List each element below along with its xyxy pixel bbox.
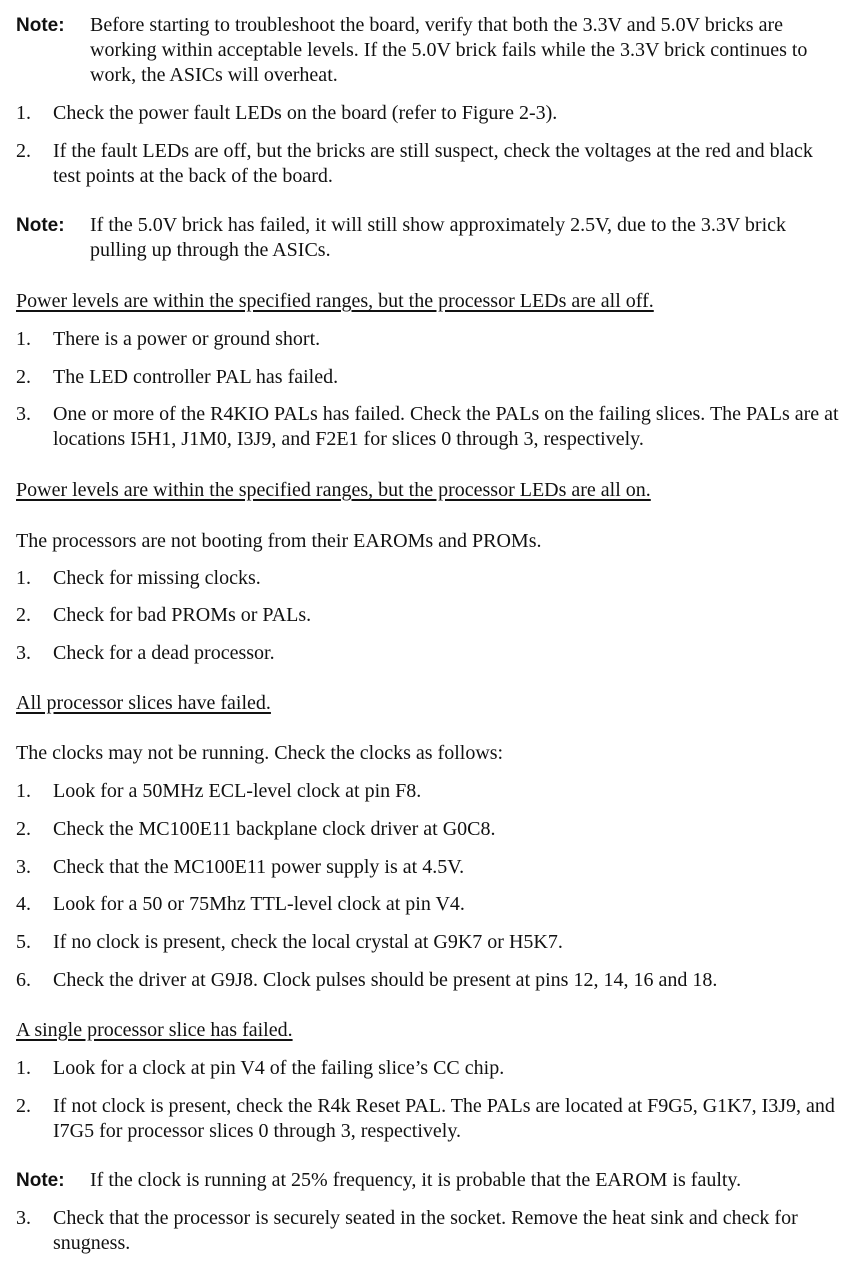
item-text: There is a power or ground short. — [53, 328, 321, 350]
list-item-2 — [16, 817, 839, 842]
item-text: Check the MC100E11 backplane clock driver at G0C8. — [53, 818, 496, 840]
item-number: 3. — [16, 642, 31, 664]
item-number: 2. — [16, 1095, 31, 1117]
list-item-3 — [16, 641, 839, 666]
item-number: 1. — [16, 780, 31, 802]
note-clock-frequency — [16, 1168, 839, 1193]
list-item-4 — [16, 892, 839, 917]
item-text: Check for bad PROMs or PALs. — [53, 604, 312, 626]
item-text: If no clock is present, check the local crystal at G9K7 or H5K7. — [53, 931, 563, 953]
item-text: One or more of the R4KIO PALs has failed. Check the PALs on the failing slices. The PALs are at locations I5H1, J1M0, I3J9, and F2E1 for slices 0 through 3, respectively. — [53, 403, 839, 450]
list-item-2 — [16, 1094, 839, 1144]
list-item-3 — [16, 855, 839, 880]
list-item-2 — [16, 139, 839, 189]
item-number: 2. — [16, 140, 31, 162]
note-text: If the 5.0V brick has failed, it will still show approximately 2.5V, due to the 3.3V brick pulling up through the ASICs. — [90, 214, 787, 261]
note-text: Before starting to troubleshoot the board, verify that both the 3.3V and 5.0V bricks are working within acceptable levels. If the 5.0V brick fails while the 3.3V brick continues to work, the ASICs will overheat. — [90, 14, 808, 86]
note-verify-bricks — [16, 13, 839, 88]
item-text: Check the driver at G9J8. Clock pulses should be present at pins 12, 14, 16 and 18. — [53, 969, 718, 991]
item-text: Look for a 50MHz ECL-level clock at pin F8. — [53, 780, 422, 802]
paragraph: The clocks may not be running. Check the clocks as follows: — [16, 742, 504, 764]
item-number: 1. — [16, 1057, 31, 1079]
item-text: If not clock is present, check the R4k Reset PAL. The PALs are located at F9G5, G1K7, I3J9, and I7G5 for processor slices 0 through 3, respectively. — [53, 1095, 835, 1142]
list-item-2 — [16, 603, 839, 628]
item-number: 1. — [16, 102, 31, 124]
item-text: Check for a dead processor. — [53, 642, 275, 664]
item-number: 5. — [16, 931, 31, 953]
item-number: 1. — [16, 567, 31, 589]
item-number: 6. — [16, 969, 31, 991]
item-text: Check that the processor is securely seated in the socket. Remove the heat sink and check for snugness. — [53, 1207, 798, 1254]
item-text: Look for a 50 or 75Mhz TTL-level clock at pin V4. — [53, 893, 465, 915]
item-number: 3. — [16, 1207, 31, 1229]
note-label: Note: — [16, 1170, 65, 1191]
section-heading-leds-off: Power levels are within the specified ranges, but the processor LEDs are all off. — [16, 290, 654, 312]
list-item-2 — [16, 365, 839, 390]
paragraph: The processors are not booting from their EAROMs and PROMs. — [16, 530, 542, 552]
item-text: The LED controller PAL has failed. — [53, 366, 339, 388]
section-heading-leds-on: Power levels are within the specified ranges, but the processor LEDs are all on. — [16, 479, 651, 501]
item-number: 4. — [16, 893, 31, 915]
item-text: If the fault LEDs are off, but the bricks are still suspect, check the voltages at the red and black test points at the back of the board. — [53, 140, 813, 187]
list-item-6 — [16, 968, 839, 993]
note-label: Note: — [16, 15, 65, 36]
item-text: Look for a clock at pin V4 of the failing slice’s CC chip. — [53, 1057, 505, 1079]
list-item-1 — [16, 1056, 839, 1081]
note-brick-voltage — [16, 213, 839, 263]
item-number: 2. — [16, 366, 31, 388]
list-item-5 — [16, 930, 839, 955]
list-item-3 — [16, 402, 839, 452]
note-text: If the clock is running at 25% frequency, it is probable that the EAROM is faulty. — [90, 1169, 742, 1191]
list-item-1 — [16, 779, 839, 804]
item-number: 3. — [16, 856, 31, 878]
note-label: Note: — [16, 215, 65, 236]
item-number: 1. — [16, 328, 31, 350]
list-item-3 — [16, 1206, 839, 1256]
section-heading-single-slice-failed: A single processor slice has failed. — [16, 1019, 293, 1041]
item-text: Check that the MC100E11 power supply is at 4.5V. — [53, 856, 465, 878]
item-number: 2. — [16, 604, 31, 626]
list-item-1 — [16, 327, 839, 352]
item-text: Check for missing clocks. — [53, 567, 261, 589]
item-number: 2. — [16, 818, 31, 840]
item-text: Check the power fault LEDs on the board (refer to Figure 2-3). — [53, 102, 558, 124]
list-item-1 — [16, 566, 839, 591]
item-number: 3. — [16, 403, 31, 425]
section-heading-all-slices-failed: All processor slices have failed. — [16, 692, 271, 714]
list-item-1 — [16, 101, 839, 126]
